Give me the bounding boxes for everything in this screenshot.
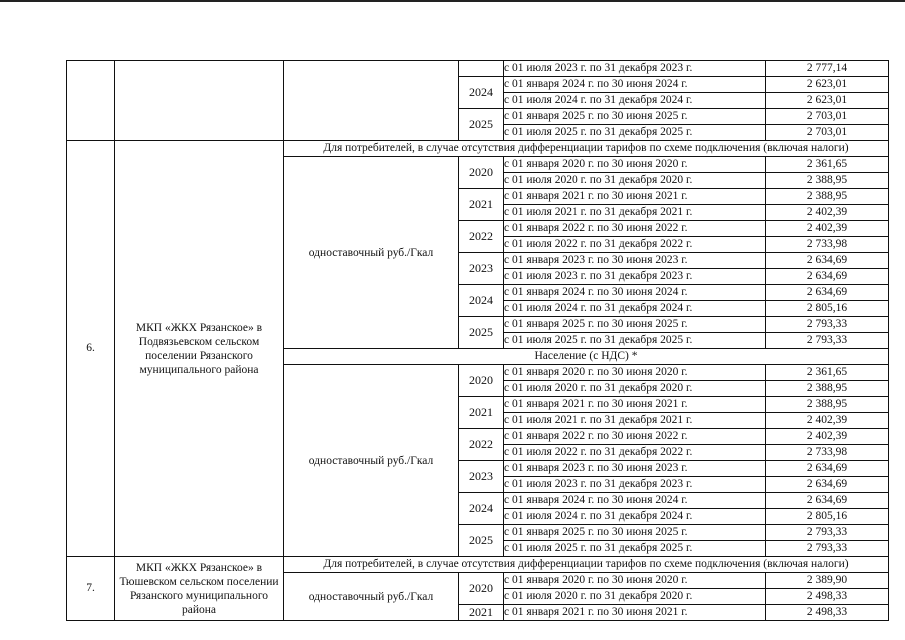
tariff-value-cell: 2 402,39 (766, 413, 889, 429)
tariff-value-cell: 2 361,65 (766, 157, 889, 173)
tariff-value-cell: 2 498,33 (766, 589, 889, 605)
period-cell: с 01 января 2023 г. по 30 июня 2023 г. (504, 253, 766, 269)
period-cell: с 01 июля 2024 г. по 31 декабря 2024 г. (504, 93, 766, 109)
tariff-value-cell: 2 388,95 (766, 173, 889, 189)
tariff-value-cell: 2 498,33 (766, 605, 889, 621)
rate-type-cell: одноставочный руб./Гкал (284, 573, 459, 621)
period-cell: с 01 июля 2025 г. по 31 декабря 2025 г. (504, 125, 766, 141)
tariff-value-cell: 2 402,39 (766, 429, 889, 445)
period-cell: с 01 января 2021 г. по 30 июня 2021 г. (504, 605, 766, 621)
section-header-row (67, 141, 889, 157)
year-cell: 2023 (459, 461, 504, 493)
tariff-value-cell: 2 805,16 (766, 301, 889, 317)
section-header: Для потребителей, в случае отсутствия дифференциации тарифов по схеме подключения (включая налоги) (284, 557, 889, 573)
tariff-value-cell: 2 805,16 (766, 509, 889, 525)
rate-type-cell: одноставочный руб./Гкал (284, 365, 459, 557)
period-cell: с 01 января 2025 г. по 30 июня 2025 г. (504, 525, 766, 541)
tariff-value-cell: 2 388,95 (766, 397, 889, 413)
year-cell: 2022 (459, 429, 504, 461)
year-cell: 2025 (459, 525, 504, 557)
period-cell: с 01 января 2024 г. по 30 июня 2024 г. (504, 493, 766, 509)
top-rule (0, 0, 905, 2)
year-cell: 2024 (459, 493, 504, 525)
period-cell: с 01 июля 2021 г. по 31 декабря 2021 г. (504, 205, 766, 221)
period-cell: с 01 июля 2023 г. по 31 декабря 2023 г. (504, 61, 766, 77)
period-cell: с 01 января 2022 г. по 30 июня 2022 г. (504, 221, 766, 237)
year-cell: 2021 (459, 397, 504, 429)
period-cell: с 01 июля 2023 г. по 31 декабря 2023 г. (504, 477, 766, 493)
table-row (67, 61, 889, 77)
org-number-cell (67, 61, 115, 141)
period-cell: с 01 января 2022 г. по 30 июня 2022 г. (504, 429, 766, 445)
period-cell: с 01 июля 2022 г. по 31 декабря 2022 г. (504, 237, 766, 253)
period-cell: с 01 января 2021 г. по 30 июня 2021 г. (504, 397, 766, 413)
period-cell: с 01 января 2020 г. по 30 июня 2020 г. (504, 573, 766, 589)
tariff-value-cell: 2 793,33 (766, 525, 889, 541)
tariff-table (66, 60, 889, 621)
rate-type-cell: одноставочный руб./Гкал (284, 157, 459, 349)
tariff-value-cell: 2 703,01 (766, 125, 889, 141)
year-cell: 2025 (459, 317, 504, 349)
tariff-value-cell: 2 793,33 (766, 317, 889, 333)
tariff-value-cell: 2 361,65 (766, 365, 889, 381)
period-cell: с 01 июля 2020 г. по 31 декабря 2020 г. (504, 381, 766, 397)
year-cell: 2024 (459, 77, 504, 109)
rate-cell (284, 61, 459, 141)
year-cell: 2020 (459, 573, 504, 605)
year-cell: 2023 (459, 253, 504, 285)
period-cell: с 01 января 2025 г. по 30 июня 2025 г. (504, 109, 766, 125)
tariff-value-cell: 2 634,69 (766, 253, 889, 269)
tariff-value-cell: 2 623,01 (766, 93, 889, 109)
period-cell: с 01 июля 2024 г. по 31 декабря 2024 г. (504, 301, 766, 317)
period-cell: с 01 января 2025 г. по 30 июня 2025 г. (504, 317, 766, 333)
tariff-value-cell: 2 402,39 (766, 221, 889, 237)
org-name-cell: МКП «ЖКХ Рязанское» в Тюшевском сельском поселении Рязанского муниципального района (115, 557, 284, 621)
tariff-value-cell: 2 733,98 (766, 445, 889, 461)
tariff-value-cell: 2 703,01 (766, 109, 889, 125)
period-cell: с 01 июля 2021 г. по 31 декабря 2021 г. (504, 413, 766, 429)
period-cell: с 01 июля 2020 г. по 31 декабря 2020 г. (504, 173, 766, 189)
org-name-cell (115, 61, 284, 141)
tariff-value-cell: 2 388,95 (766, 189, 889, 205)
period-cell: с 01 января 2023 г. по 30 июня 2023 г. (504, 461, 766, 477)
tariff-value-cell: 2 402,39 (766, 205, 889, 221)
period-cell: с 01 июля 2025 г. по 31 декабря 2025 г. (504, 333, 766, 349)
year-cell: 2025 (459, 109, 504, 141)
period-cell: с 01 января 2024 г. по 30 июня 2024 г. (504, 285, 766, 301)
section-header-row (67, 557, 889, 573)
year-cell: 2020 (459, 157, 504, 189)
tariff-value-cell: 2 777,14 (766, 61, 889, 77)
tariff-value-cell: 2 733,98 (766, 237, 889, 253)
period-cell: с 01 июля 2020 г. по 31 декабря 2020 г. (504, 589, 766, 605)
tariff-value-cell: 2 623,01 (766, 77, 889, 93)
org-number-cell: 6. (67, 141, 115, 557)
period-cell: с 01 июля 2023 г. по 31 декабря 2023 г. (504, 269, 766, 285)
tariff-value-cell: 2 634,69 (766, 477, 889, 493)
tariff-value-cell: 2 634,69 (766, 269, 889, 285)
period-cell: с 01 января 2021 г. по 30 июня 2021 г. (504, 189, 766, 205)
tariff-value-cell: 2 634,69 (766, 493, 889, 509)
period-cell: с 01 июля 2025 г. по 31 декабря 2025 г. (504, 541, 766, 557)
tariff-value-cell: 2 634,69 (766, 461, 889, 477)
org-name-cell: МКП «ЖКХ Рязанское» в Подвязьевском сельском поселении Рязанского муниципального района (115, 141, 284, 557)
tariff-value-cell: 2 793,33 (766, 333, 889, 349)
year-cell: 2021 (459, 605, 504, 621)
year-cell: 2022 (459, 221, 504, 253)
tariff-value-cell: 2 634,69 (766, 285, 889, 301)
period-cell: с 01 июля 2024 г. по 31 декабря 2024 г. (504, 509, 766, 525)
period-cell: с 01 января 2024 г. по 30 июня 2024 г. (504, 77, 766, 93)
tariff-value-cell: 2 388,95 (766, 381, 889, 397)
section-header: Для потребителей, в случае отсутствия дифференциации тарифов по схеме подключения (включая налоги) (284, 141, 889, 157)
year-cell: 2024 (459, 285, 504, 317)
year-cell: 2020 (459, 365, 504, 397)
tariff-value-cell: 2 389,90 (766, 573, 889, 589)
period-cell: с 01 июля 2022 г. по 31 декабря 2022 г. (504, 445, 766, 461)
year-cell: 2021 (459, 189, 504, 221)
period-cell: с 01 января 2020 г. по 30 июня 2020 г. (504, 365, 766, 381)
org-number-cell: 7. (67, 557, 115, 621)
year-cell (459, 61, 504, 77)
section-header: Население (с НДС) * (284, 349, 889, 365)
tariff-value-cell: 2 793,33 (766, 541, 889, 557)
period-cell: с 01 января 2020 г. по 30 июня 2020 г. (504, 157, 766, 173)
